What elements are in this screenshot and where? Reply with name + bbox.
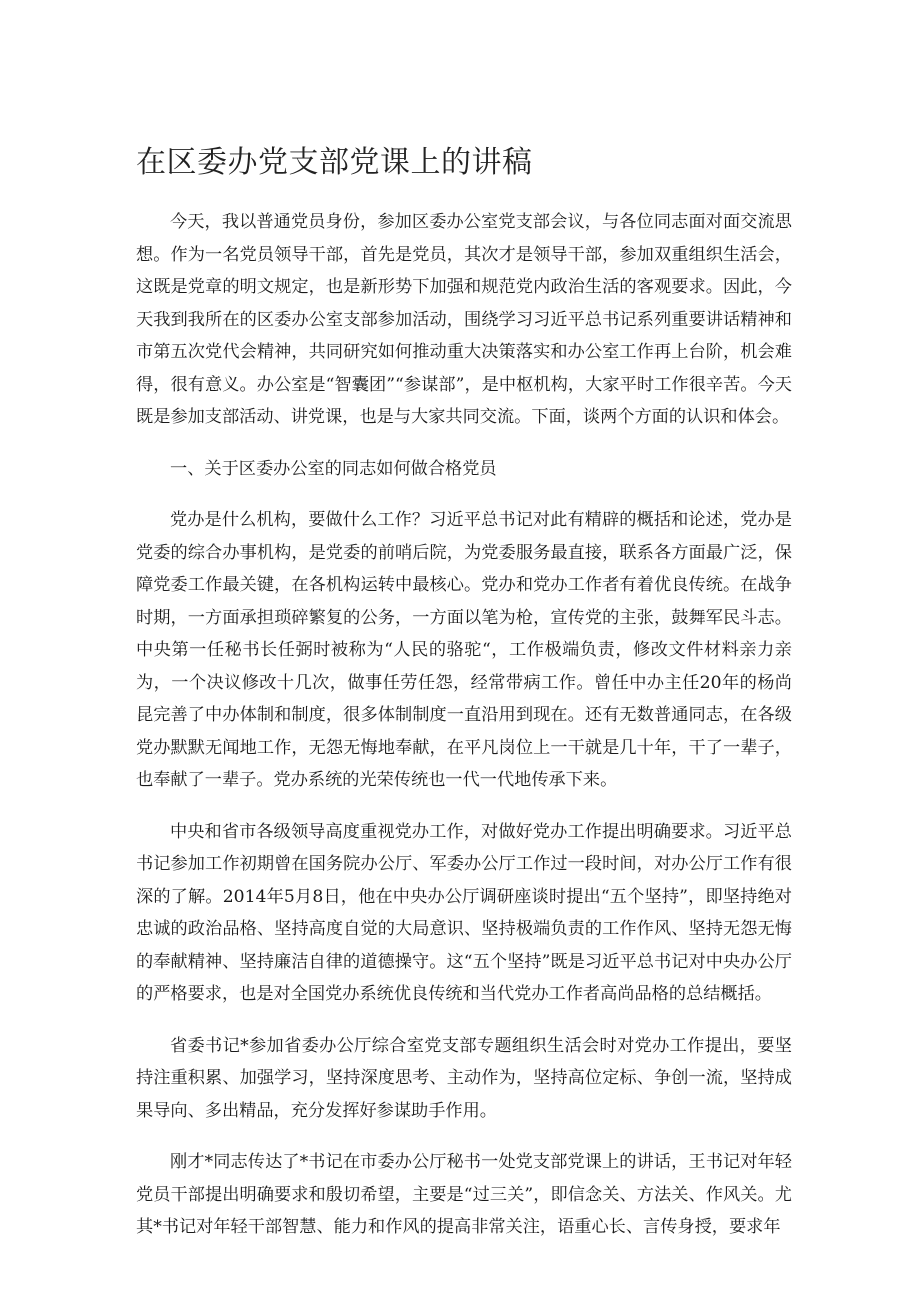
section-heading-1: 一、关于区委办公室的同志如何做合格党员 xyxy=(170,458,497,479)
paragraph-intro: 今天，我以普通党员身份，参加区委办公室党支部会议，与各位同志面对面交流思想。作为一名党员领导干部，首先是党员，其次才是领导干部，参加双重组织生活会，这既是党章的明文规定，也是新形势下加强和规范党内政治生活的客观要求。因此，今天我到我所在的区委办公室支部参加活动，围绕学习习近平总书记系列重要讲话精神和市第五次党代会精神，共同研究如何推动重大决策落实和办公室工作再上台阶，机会难得，很有意义。办公室是“智囊团”“参谋部”，是中枢机构，大家平时工作很辛苦。今天既是参加支部活动、讲党课，也是与大家共同交流。下面，谈两个方面的认识和体会。 xyxy=(136,212,792,427)
document-page xyxy=(136,142,792,1263)
paragraph-party-office: 党办是什么机构，要做什么工作？习近平总书记对此有精辟的概括和论述，党办是党委的综合办事机构，是党委的前哨后院，为党委服务最直接，联系各方面最广泛，保障党委工作最关键，在各机构运转中最核心。党办和党办工作者有着优良传统。在战争时期，一方面承担琐碎繁复的公务，一方面以笔为枪，宣传党的主张，鼓舞军民斗志。中央第一任秘书长任弼时被称为“人民的骆驼“，工作极端负责，修改文件材料亲力亲为，一个决议修改十几次，做事任劳任怨，经常带病工作。曾任中办主任20年的杨尚昆完善了中办体制和制度，很多体制制度一直沿用到现在。还有无数普通同志，在各级党办默默无闻地工作，无怨无悔地奉献，在平凡岗位上一干就是几十年，干了一辈子，也奉献了一辈子。党办系统的光荣传统也一代一代地传承下来。 xyxy=(136,510,792,790)
document-title: 在区委办党支部党课上的讲稿 xyxy=(136,145,533,180)
paragraph-provincial-secretary: 省委书记*参加省委办公厅综合室党支部专题组织生活会时对党办工作提出，要坚持注重积累、加强学习，坚持深度思考、主动作为，坚持高位定标、争创一流，坚持成果导向、多出精品，充分发挥好参谋助手作用。 xyxy=(136,1035,792,1121)
paragraph-five-persistences: 中央和省市各级领导高度重视党办工作，对做好党办工作提出明确要求。习近平总书记参加工作初期曾在国务院办公厅、军委办公厅工作过一段时间，对办公厅工作有很深的了解。2014年5月8日，他在中央办公厅调研座谈时提出“五个坚持”，即坚持绝对忠诚的政治品格、坚持高度自觉的大局意识、坚持极端负责的工作作风、坚持无怨无悔的奉献精神、坚持廉洁自律的道德操守。这“五个坚持”既是习近平总书记对中央办公厅的严格要求，也是对全国党办系统优良传统和当代党办工作者高尚品格的总结概括。 xyxy=(136,821,792,1004)
paragraph-three-passes: 刚才*同志传达了*书记在市委办公厅秘书一处党支部党课上的讲话，王书记对年轻党员干部提出明确要求和殷切希望，主要是“过三关”，即信念关、方法关、作风关。尤其*书记对年轻干部智慧、能力和作风的提高非常关注，语重心长、言传身授，要求年 xyxy=(136,1152,792,1237)
